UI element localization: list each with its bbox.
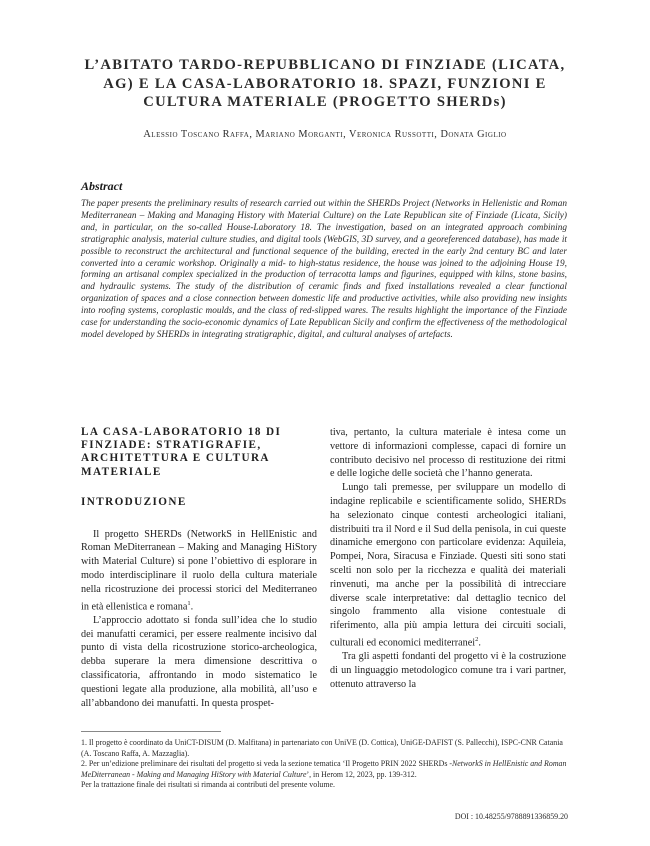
footnote-ref[interactable]: 1 xyxy=(187,599,191,607)
footnotes xyxy=(81,738,567,791)
footnote-closing: Per la trattazione finale dei risultati si rimanda ai contributi del presente volume. xyxy=(81,780,335,790)
abstract-text: The paper presents the preliminary results of research carried out within the SHERDs Project (Networks in Hellenistic and Roman Mediterranean – Making and Managing History with Material Culture) on the Late Republican site of Finziade (Licata, Sicily) and, in particular, on the so-called House-Laboratory 18. The investigation, based on an integrated approach combining stratigraphic analysis, material culture studies, and digital tools (WebGIS, 3D survey, and a georeferenced database), has made it possible to reconstruct the architectural and functional sequence of the building, erected in the early 2nd century BC and later converted into a ceramic workshop. Originally a mid- to high-status residence, the house was joined to the adjoining House 19, forming an artisanal complex specialized in the production of terracotta lamps and figurines, equipped with kilns, stone basins, and hydraulic systems. The study of the distribution of ceramic finds and fixed installations revealed a clear functional organization of spaces and a close connection between domestic life and productive activities, while also providing new insights into roofing systems, coroplastic moulds, and the class of red-slipped wares. The results highlight the importance of the Finziade case for understanding the socio-economic dynamics of Late Republican Sicily and confirm the effectiveness of the methodological model developed by SHERDs in integrating stratigraphic, digital, and cultural analyses of artefacts. xyxy=(81,199,567,340)
footnote-2: 2. Per un’edizione preliminare dei risultati del progetto si veda la sezione tematica ‘Il Progetto PRIN 2022 SHERDs -NetworkS in HellEnistic and Roman MeDiterranean - Making and Managing HiStory with Material Culture’, in Herom 12, 2023, pp. 139-312. xyxy=(81,759,567,779)
footnote-ref[interactable]: 2 xyxy=(475,635,479,643)
abstract-heading: Abstract xyxy=(81,179,123,193)
subsection-title: INTRODUZIONE xyxy=(81,495,187,508)
body-paragraph: Tra gli aspetti fondanti del progetto vi è la costruzione di un linguaggio metodologico comune tra i vari partner, ottenuto attraverso la xyxy=(330,651,566,690)
body-paragraph: Il progetto SHERDs (NetworkS in HellEnistic and Roman MeDiterranean – Making and Managing HiStory with Material Culture) si pone l’obiettivo di esplorare in modo interdisciplinare il ruolo della cultura materiale nella ricostruzione dei processi storici del Mediterraneo in età ellenistica e romana$^1$. xyxy=(81,528,317,612)
footnote-divider xyxy=(81,731,221,732)
section-title: LA CASA-LABORATORIO 18 DI FINZIADE: STRATIGRAFIE, ARCHITETTURA E CULTURA MATERIALE xyxy=(81,426,282,478)
author-list: Alessio Toscano Raffa, Mariano Morganti, Veronica Russotti, Donata Giglio xyxy=(143,129,507,140)
body-paragraph: L’approccio adottato si fonda sull’idea che lo studio dei manufatti ceramici, per essere realmente incisivo dal punto di vista della ricostruzione storico-archeologica, debba superare la mera dimensione descrittiva o classificatoria, affrontando in modo sistematico le questioni legate alla produzione, alla mobilità, all’uso e all’abbandono dei manufatti. In questa prospet- xyxy=(81,614,317,709)
doi-label[interactable]: DOI : 10.48255/9788891336859.20 xyxy=(454,812,568,821)
right-column xyxy=(330,426,566,692)
left-column xyxy=(81,426,317,710)
body-paragraph: tiva, pertanto, la cultura materiale è intesa come un vettore di informazioni complesse, capaci di fornire un contributo decisivo nel processo di restituzione dei ritmi e delle logiche delle società che l’hanno generata. xyxy=(330,427,566,480)
footnote-1: 1. Il progetto è coordinato da UniCT-DISUM (D. Malfitana) in partenariato con UniVE (D. Cottica), UniGE-DAFIST (S. Pallecchi), ISPC-CNR Catania (A. Toscano Raffa, A. Mazzaglia). xyxy=(81,738,563,758)
body-paragraph: Lungo tali premesse, per sviluppare un modello di indagine replicabile e scientificamente solido, SHERDs ha selezionato cinque contesti archeologici italiani, distribuiti tra il Nord e il Sud della penisola, in cui queste dinamiche emergono con particolare evidenza: Aquileia, Pompei, Nora, Siracusa e Finziade. Questi siti sono stati scelti non solo per la ricchezza e qualità dei materiali rinvenuti, ma anche per la possibilità di intrecciare diverse scale interpretative: dal dettaglio tecnico del singolo frammento alla visione contestuale di riferimento, alla più ampia lettura dei circuiti sociali, culturali ed economici mediterranei$^2$. xyxy=(330,482,566,649)
paper-title: L’ABITATO TARDO-REPUBBLICANO DI FINZIADE (LICATA, AG) E LA CASA-LABORATORIO 18. SPAZI, FUNZIONI E CULTURA MATERIALE (PROGETTO SHERDs) xyxy=(84,57,566,110)
